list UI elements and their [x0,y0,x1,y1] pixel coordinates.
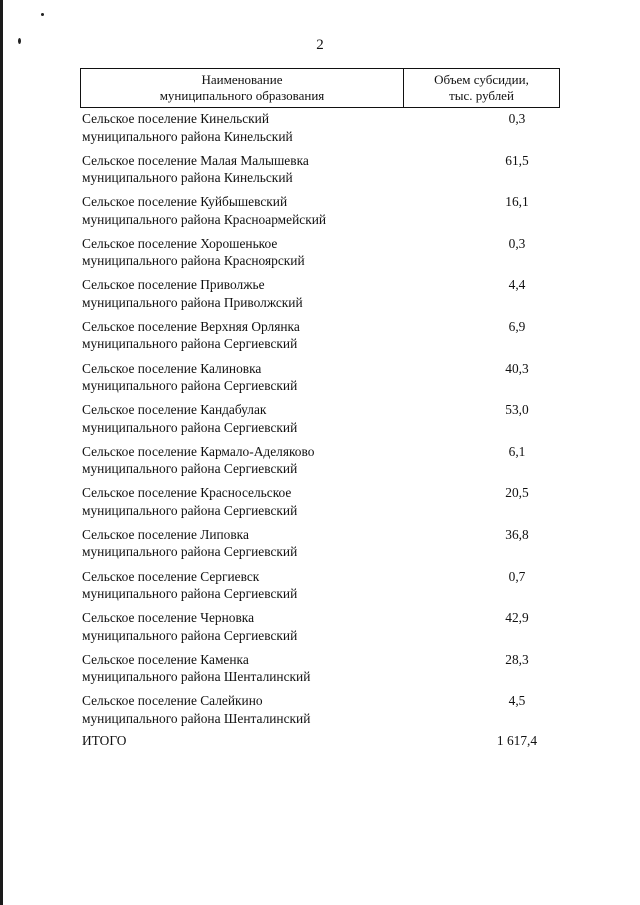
subsidy-value: 40,3 [505,360,529,376]
table-row [82,276,552,318]
subsidy-value: 4,4 [508,277,526,293]
subsidy-value: 4,5 [508,693,526,709]
table-row [82,692,552,734]
municipality-name [82,651,412,686]
municipality-name [82,401,412,436]
page-number: 2 [316,37,324,53]
table-row [82,651,552,693]
name-line-1: Сельское поселение Липовка [82,526,249,542]
municipality-name [82,152,412,187]
municipality-name [82,443,412,478]
subsidy-value: 0,3 [508,111,526,126]
name-line-1: Сельское поселение Кармало-Аделяково [82,443,315,459]
name-line-2: муниципального района Сергиевский [82,336,298,352]
municipality-name [82,193,412,228]
municipality-name [82,526,412,561]
name-line-2: муниципального района Приволжский [82,294,303,310]
table-row [82,193,552,235]
name-line-2: муниципального района Сергиевский [82,627,298,643]
name-line-1: Сельское поселение Кинельский [82,111,270,126]
municipality-name [82,318,412,353]
table-row [82,443,552,485]
subsidy-value: 53,0 [505,402,529,418]
subsidy-value: 6,1 [508,443,526,459]
municipality-name [82,276,412,311]
subsidy-value: 28,3 [505,651,529,667]
name-line-2: муниципального района Шенталинский [82,710,311,726]
subsidy-value: 0,7 [508,568,526,584]
table-row [82,110,552,152]
name-line-1: Сельское поселение Красносельское [82,485,292,501]
table-row [82,484,552,526]
municipality-name [82,484,412,519]
name-line-1: Сельское поселение Черновка [82,610,255,626]
name-line-1: Сельское поселение Салейкино [82,693,263,709]
municipality-name [82,609,412,644]
name-line-2: муниципального района Красноярский [82,253,305,269]
municipality-name [82,692,412,727]
table-row [82,318,552,360]
table-row [82,526,552,568]
name-line-1: Сельское поселение Хорошенькое [82,235,278,251]
municipality-name [82,235,412,270]
table-row [82,152,552,194]
municipality-name [82,110,412,145]
subsidy-value: 42,9 [505,610,529,626]
name-line-2: муниципального района Кинельский [82,128,293,144]
subsidy-value: 20,5 [505,485,529,501]
scan-speck [41,13,44,16]
name-line-1: Сельское поселение Каменка [82,651,249,667]
name-line-2: муниципального района Сергиевский [82,378,298,394]
subsidy-value: 61,5 [505,152,529,168]
table-row [82,235,552,277]
subsidy-value: 6,9 [508,318,526,334]
total-value: 1 617,4 [496,733,538,748]
name-line-2: муниципального района Сергиевский [82,586,298,602]
table-header [80,68,560,108]
total-label: ИТОГО [82,733,127,748]
name-line-2: муниципального района Красноармейский [82,211,327,227]
table-row [82,401,552,443]
subsidy-value: 0,3 [508,235,526,251]
name-line-1: Сельское поселение Верхняя Орлянка [82,318,300,334]
name-line-2: муниципального района Кинельский [82,170,293,186]
table-row [82,568,552,610]
table-row [82,609,552,651]
name-line-1: Сельское поселение Калиновка [82,360,262,376]
municipality-name [82,360,412,395]
name-line-1: Сельское поселение Куйбышевский [82,194,288,210]
name-line-2: муниципального района Сергиевский [82,461,298,477]
name-line-1: Сельское поселение Малая Малышевка [82,152,309,168]
name-line-1: Сельское поселение Кандабулак [82,402,267,418]
municipality-name [82,568,412,603]
table-row [82,360,552,402]
table-body [82,110,552,734]
name-line-2: муниципального района Сергиевский [82,544,298,560]
name-line-1: Сельское поселение Сергиевск [82,568,260,584]
header-name-column: Наименование муниципального образования [81,69,404,107]
name-line-2: муниципального района Сергиевский [82,419,298,435]
name-line-1: Сельское поселение Приволжье [82,277,265,293]
name-line-2: муниципального района Сергиевский [82,502,298,518]
name-line-2: муниципального района Шенталинский [82,669,311,685]
header-value-column: Объем субсидии, тыс. рублей [434,72,529,103]
subsidy-value: 16,1 [505,194,529,210]
subsidy-value: 36,8 [505,526,529,542]
scan-edge [0,0,3,905]
